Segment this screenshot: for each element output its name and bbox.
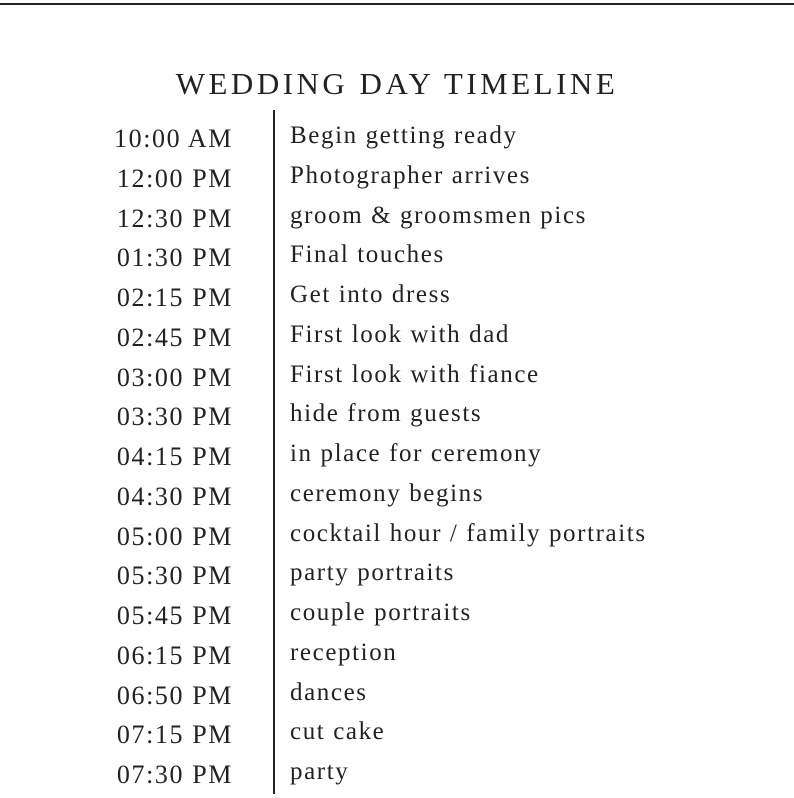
timeline-event: party portraits — [290, 559, 455, 587]
timeline-event: Get into dress — [290, 281, 452, 308]
timeline-row — [0, 202, 794, 242]
timeline-event: couple portraits — [290, 599, 472, 626]
timeline-row — [0, 440, 794, 480]
timeline-time: 02:45 PM — [116, 322, 233, 352]
timeline-row — [0, 639, 794, 679]
timeline-row — [0, 241, 794, 281]
timeline-event: Photographer arrives — [290, 161, 531, 189]
timeline-time: 07:15 PM — [116, 720, 233, 750]
timeline-time: 05:30 PM — [116, 561, 233, 591]
timeline-time: 03:30 PM — [116, 402, 233, 432]
timeline-time: 07:30 PM — [116, 760, 233, 789]
timeline-event: cut cake — [290, 718, 386, 746]
timeline-event: Begin getting ready — [290, 122, 518, 149]
timeline-row — [0, 599, 794, 639]
timeline-row — [0, 718, 794, 758]
timeline-time: 02:15 PM — [116, 283, 233, 312]
timeline-event: dances — [290, 678, 368, 706]
timeline-event: hide from guests — [290, 400, 483, 428]
timeline-time: 04:15 PM — [116, 442, 233, 471]
timeline-row — [0, 122, 794, 162]
timeline-time: 05:00 PM — [116, 521, 233, 551]
timeline-row — [0, 361, 794, 401]
timeline-row — [0, 400, 794, 440]
timeline-row — [0, 520, 794, 560]
timeline-list — [0, 122, 794, 798]
top-border-rule — [0, 3, 794, 5]
timeline-event: First look with fiance — [290, 360, 540, 388]
timeline-row — [0, 559, 794, 599]
timeline-time: 06:15 PM — [116, 640, 233, 670]
timeline-row — [0, 758, 794, 798]
timeline-time: 04:30 PM — [116, 481, 233, 511]
timeline-event: reception — [290, 638, 398, 666]
timeline-row — [0, 281, 794, 321]
timeline-time: 05:45 PM — [116, 601, 233, 630]
timeline-row — [0, 679, 794, 719]
timeline-event: First look with dad — [290, 320, 510, 348]
timeline-time: 03:00 PM — [116, 362, 233, 392]
page-title: WEDDING DAY TIMELINE — [175, 65, 619, 101]
timeline-event: in place for ceremony — [290, 440, 543, 467]
timeline-row — [0, 162, 794, 202]
timeline-event: cocktail hour / family portraits — [290, 519, 647, 547]
timeline-event: Final touches — [290, 241, 445, 269]
timeline-event: groom & groomsmen pics — [290, 201, 587, 229]
timeline-event: party — [290, 758, 350, 785]
timeline-time: 12:00 PM — [116, 163, 233, 193]
timeline-row — [0, 480, 794, 520]
timeline-time: 10:00 AM — [114, 124, 233, 153]
timeline-row — [0, 321, 794, 361]
timeline-event: ceremony begins — [290, 479, 485, 507]
timeline-time: 01:30 PM — [116, 243, 233, 273]
timeline-time: 06:50 PM — [116, 680, 233, 710]
timeline-time: 12:30 PM — [116, 203, 233, 233]
